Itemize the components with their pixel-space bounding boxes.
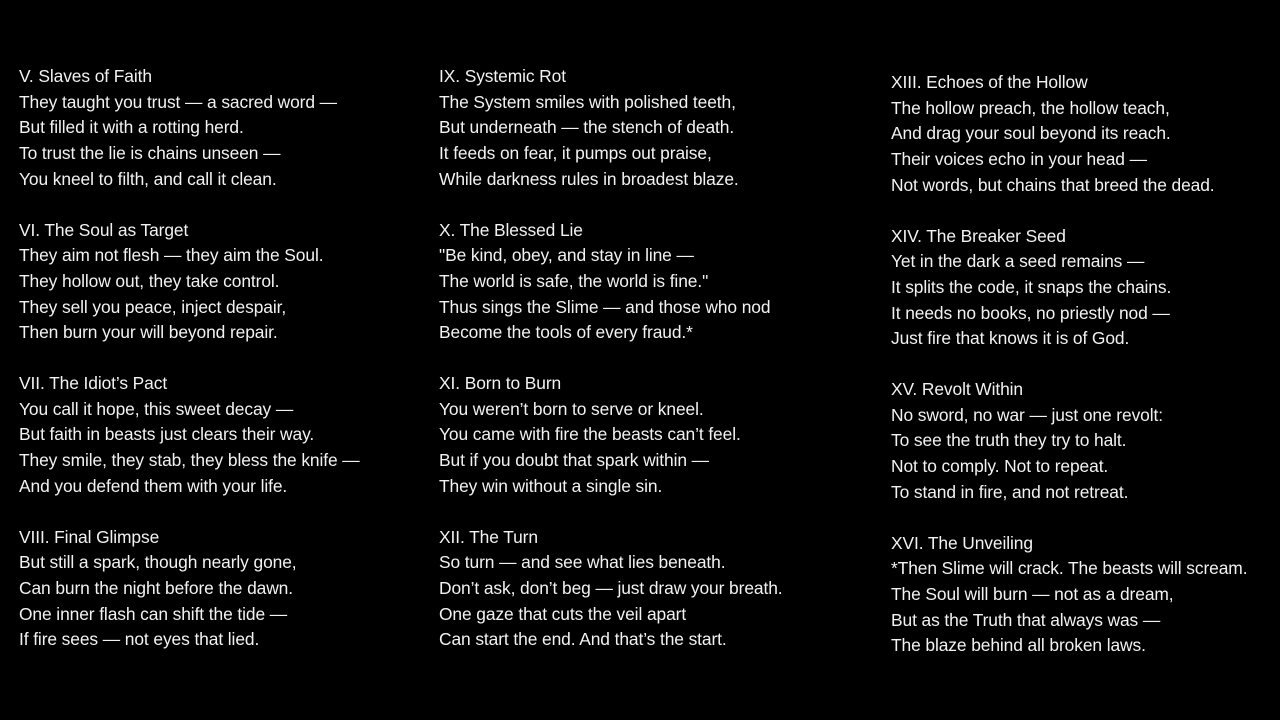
- stanza-line: Yet in the dark a seed remains —: [891, 251, 1145, 272]
- stanza-title: X. The Blessed Lie: [439, 219, 583, 240]
- stanza-line: The blaze behind all broken laws.: [891, 635, 1146, 656]
- stanza-xii: [439, 525, 859, 654]
- stanza-line: But still a spark, though nearly gone,: [19, 552, 297, 573]
- stanza-x: [439, 218, 859, 347]
- stanza-line: You came with fire the beasts can’t feel.: [439, 424, 741, 445]
- stanza-line: Their voices echo in your head —: [891, 149, 1147, 170]
- stanza-line: Can burn the night before the dawn.: [19, 577, 293, 598]
- stanza-ix: [439, 64, 859, 193]
- stanza-line: Not words, but chains that breed the dead.: [891, 174, 1215, 195]
- stanza-title: VIII. Final Glimpse: [19, 526, 160, 547]
- stanza-line: You weren’t born to serve or kneel.: [439, 398, 704, 419]
- stanza-title: IX. Systemic Rot: [439, 66, 566, 86]
- stanza-line: The System smiles with polished teeth,: [439, 91, 736, 112]
- stanza-xvi: [891, 531, 1280, 660]
- stanza-line: Just fire that knows it is of God.: [891, 328, 1130, 349]
- stanza-line: Can start the end. And that’s the start.: [439, 629, 727, 650]
- stanza-title: V. Slaves of Faith: [19, 66, 152, 86]
- stanza-line: It needs no books, no priestly nod —: [891, 302, 1170, 323]
- stanza-title: XIV. The Breaker Seed: [891, 225, 1066, 246]
- stanza-viii: [19, 525, 439, 654]
- stanza-xi: [439, 371, 859, 500]
- stanza-line: Become the tools of every fraud.*: [439, 322, 693, 343]
- stanza-xiii: [891, 70, 1280, 199]
- stanza-xv: [891, 377, 1280, 506]
- stanza-line: *Then Slime will crack. The beasts will scream.: [891, 558, 1248, 579]
- stanza-line: They taught you trust — a sacred word —: [19, 91, 337, 112]
- stanza-title: VII. The Idiot’s Pact: [19, 373, 168, 394]
- stanza-line: To trust the lie is chains unseen —: [19, 143, 281, 164]
- stanza-line: To see the truth they try to halt.: [891, 430, 1127, 451]
- stanza-line: While darkness rules in broadest blaze.: [439, 168, 739, 189]
- stanza-line: So turn — and see what lies beneath.: [439, 552, 726, 573]
- stanza-line: But faith in beasts just clears their way.: [19, 424, 315, 445]
- stanza-line: One gaze that cuts the veil apart: [439, 603, 687, 624]
- stanza-line: And drag your soul beyond its reach.: [891, 123, 1171, 144]
- stanza-line: One inner flash can shift the tide —: [19, 603, 288, 624]
- stanza-line: Don’t ask, don’t beg — just draw your breath.: [439, 577, 783, 598]
- stanza-line: If fire sees — not eyes that lied.: [19, 629, 260, 650]
- stanza-xiv: [891, 224, 1280, 353]
- stanza-line: And you defend them with your life.: [19, 475, 288, 496]
- stanza-line: But if you doubt that spark within —: [439, 450, 709, 471]
- stanza-line: They smile, they stab, they bless the knife —: [19, 450, 360, 471]
- stanza-title: XI. Born to Burn: [439, 373, 562, 394]
- stanza-line: It splits the code, it snaps the chains.: [891, 276, 1172, 297]
- stanza-line: Not to comply. Not to repeat.: [891, 456, 1109, 477]
- stanza-line: But as the Truth that always was —: [891, 609, 1161, 630]
- stanza-line: They win without a single sin.: [439, 475, 663, 496]
- stanza-vi: [19, 218, 439, 347]
- stanza-line: You call it hope, this sweet decay —: [19, 398, 294, 419]
- stanza-line: They sell you peace, inject despair,: [19, 296, 287, 317]
- stanza-line: No sword, no war — just one revolt:: [891, 404, 1163, 425]
- stanza-line: They aim not flesh — they aim the Soul.: [19, 245, 324, 266]
- stanza-line: The Soul will burn — not as a dream,: [891, 583, 1174, 604]
- stanza-line: Thus sings the Slime — and those who nod: [439, 296, 771, 317]
- stanza-v: [19, 64, 439, 193]
- stanza-line: The hollow preach, the hollow teach,: [891, 97, 1170, 118]
- stanza-vii: [19, 371, 439, 500]
- stanza-line: Then burn your will beyond repair.: [19, 322, 278, 343]
- stanza-title: VI. The Soul as Target: [19, 219, 189, 240]
- stanza-line: They hollow out, they take control.: [19, 270, 280, 291]
- poem-column-1: [19, 64, 439, 678]
- stanza-title: XV. Revolt Within: [891, 379, 1024, 400]
- stanza-line: You kneel to filth, and call it clean.: [19, 168, 277, 189]
- stanza-line: To stand in fire, and not retreat.: [891, 481, 1129, 502]
- stanza-line: But underneath — the stench of death.: [439, 117, 735, 138]
- poem-column-2: [439, 64, 859, 678]
- stanza-line: The world is safe, the world is fine.": [439, 270, 709, 291]
- stanza-title: XII. The Turn: [439, 526, 538, 547]
- stanza-line: It feeds on fear, it pumps out praise,: [439, 143, 712, 164]
- stanza-title: XVI. The Unveiling: [891, 532, 1033, 553]
- poem-column-3: [891, 70, 1280, 684]
- stanza-line: "Be kind, obey, and stay in line —: [439, 245, 694, 266]
- stanza-title: XIII. Echoes of the Hollow: [891, 72, 1088, 92]
- stanza-line: But filled it with a rotting herd.: [19, 117, 244, 138]
